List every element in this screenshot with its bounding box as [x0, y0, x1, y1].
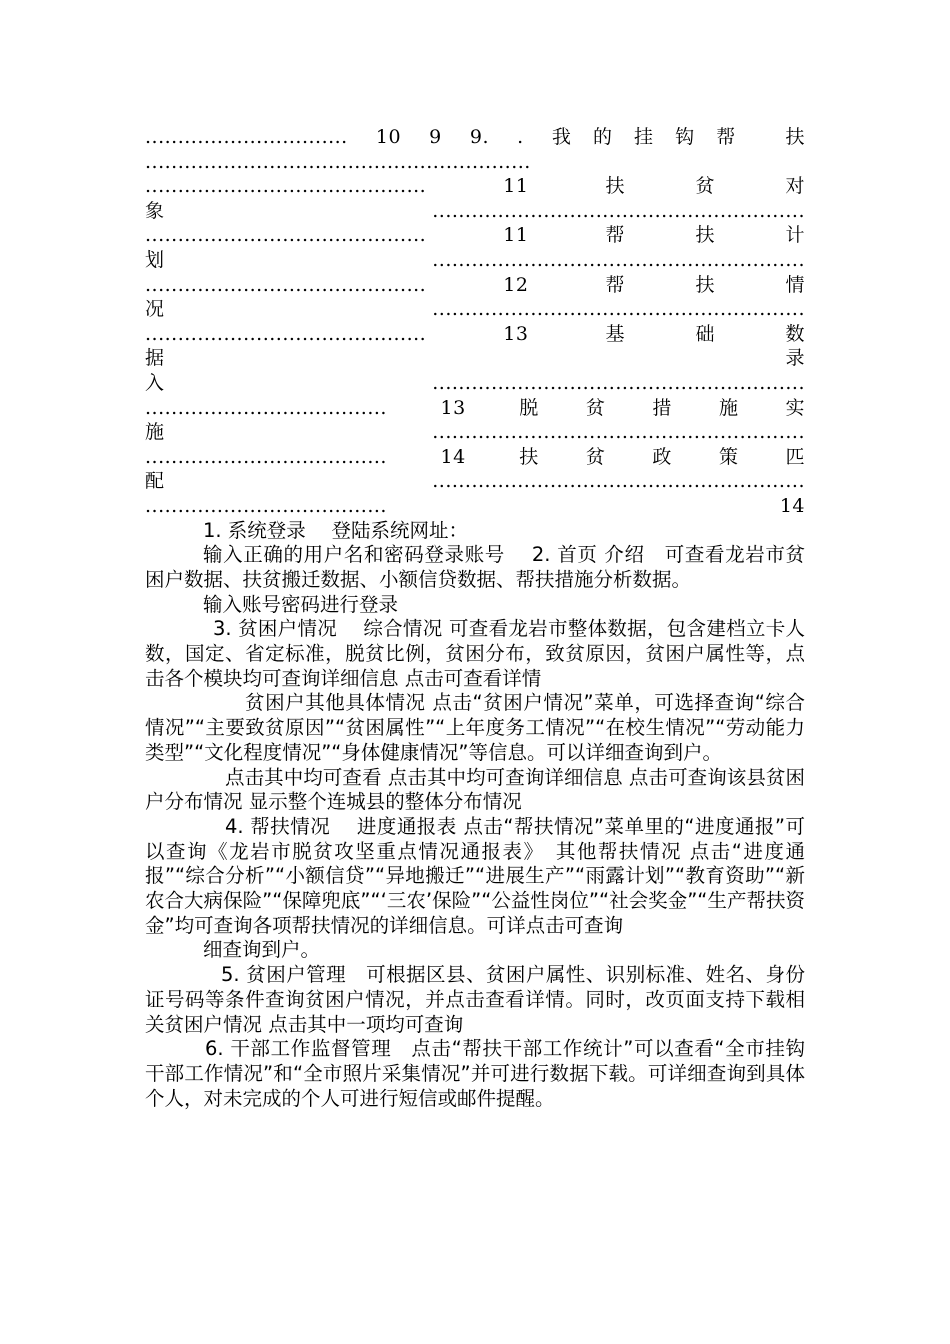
toc-line: 施......................................................... — [145, 421, 805, 444]
toc-line: ........................................... 12 帮扶情 — [145, 273, 805, 296]
paragraph-poor-household-details: 贫困户其他具体情况 点击“贫困户情况”菜单，可选择查询“综合情况”“主要致贫原因”“贫困属性”“上年度务工情况”“在校生情况”“劳动能力类型”“文化程度情况”“身体健康情况”等信息。可以详细查询到户。 — [145, 691, 805, 764]
paragraph-county-distribution: 点击其中均可查看 点击其中均可查询详细信息 点击可查询该县贫困户分布情况 显示整个连城县的整体分布情况 — [145, 765, 805, 814]
toc-line: 况......................................................... — [145, 298, 805, 321]
toc-line: ........................................... 13 基础数 — [145, 322, 805, 345]
body-text — [145, 519, 805, 1112]
table-of-contents — [145, 125, 805, 519]
toc-line: 入......................................................... — [145, 371, 805, 394]
toc-line: ............................... 10 9 9. . 我的挂钩帮 扶 — [145, 126, 805, 148]
toc-line: ........................................... 11 扶贫对 — [145, 175, 805, 198]
toc-line: ..................................... 13 脱贫措施实 — [145, 396, 805, 419]
paragraph-query-household: 细查询到户。 — [203, 938, 321, 962]
paragraph-cadre-supervision: 6. 干部工作监督管理 点击“帮扶干部工作统计”可以查看“全市挂钩干部工作情况”和“全市照片采集情况”并可进行数据下载。可详细查询到具体个人，对未完成的个人可进行短信或邮件提醒。 — [145, 1037, 805, 1110]
toc-line: ........................................................... — [145, 150, 531, 173]
toc-line: ........................................... 11 帮扶计 — [145, 224, 805, 247]
paragraph-homepage: 输入正确的用户名和密码登录账号 2. 首页 介绍 可查看龙岩市贫困户数据、扶贫搬迁数据、小额信贷数据、帮扶措施分析数据。 — [145, 543, 805, 591]
paragraph-login: 1. 系统登录 登陆系统网址： — [203, 518, 469, 542]
toc-line: ..................................... 14 扶贫政策匹 — [145, 445, 805, 468]
toc-line: 划......................................................... — [145, 248, 805, 271]
paragraph-enter-account: 输入账号密码进行登录 — [203, 592, 399, 616]
toc-line: ..................................... 14 — [145, 494, 805, 517]
document-page — [145, 125, 805, 1111]
toc-line: 据 录 — [145, 347, 805, 370]
paragraph-household-management: 5. 贫困户管理 可根据区县、贫困户属性、识别标准、姓名、身份证号码等条件查询贫困户情况，并点击查看详情。同时，改页面支持下载相关贫困户情况 点击其中一项均可查询 — [145, 963, 805, 1036]
toc-line: 象......................................................... — [145, 199, 805, 222]
toc-line: 配......................................................... — [145, 470, 805, 493]
paragraph-assistance: 4. 帮扶情况 进度通报表 点击“帮扶情况”菜单里的“进度通报”可以查询《龙岩市脱贫攻坚重点情况通报表》 其他帮扶情况 点击“进度通报”“综合分析”“小额信贷”“异地搬迁”“进展生产”“雨露计划”“教育资助”“新农合大病保险”“保障兜底”“‘三农’保险”“公益性岗位”“社会奖金”“生产帮扶资金”均可查询各项帮扶情况的详细信息。可详点击可查询 — [145, 814, 805, 937]
paragraph-poor-household: 3. 贫困户情况 综合情况 可查看龙岩市整体数据，包含建档立卡人数，国定、省定标准，脱贫比例，贫困分布，致贫原因，贫困户属性等，点击各个模块均可查询详细信息 点击可查看详情 — [145, 617, 805, 690]
